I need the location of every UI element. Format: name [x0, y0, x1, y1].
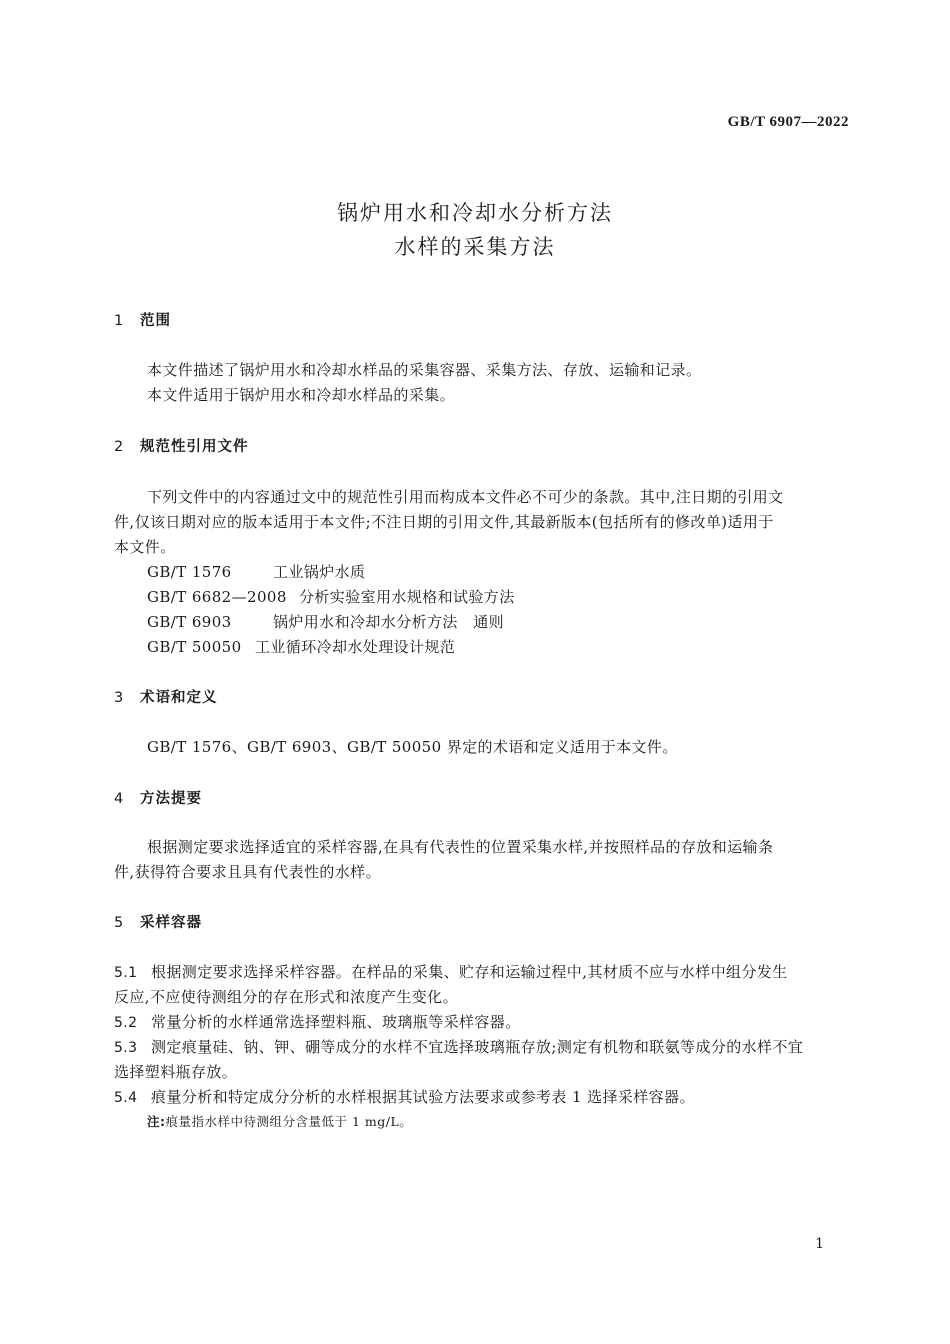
page-number: 1: [815, 1236, 824, 1252]
clause-5-1: [114, 961, 788, 982]
clause-text: 根据测定要求选择采样容器。在样品的采集、贮存和运输过程中,其材质不应与水样中组分发生: [151, 963, 788, 981]
paragraph-line: 件,仅该日期对应的版本适用于本文件;不注日期的引用文件,其最新版本(包括所有的修改单)适用于: [114, 513, 774, 531]
clause-text: 测定痕量硅、钠、钾、硼等成分的水样不宜选择玻璃瓶存放;测定有机物和联氨等成分的水样不宜: [151, 1038, 804, 1056]
clause-number: 5.3: [114, 1040, 138, 1056]
section-number: 5: [114, 915, 125, 931]
section-title: 采样容器: [140, 915, 202, 931]
clause-5-3: [114, 1036, 803, 1057]
section-number: 3: [114, 690, 125, 706]
clause-text: 痕量分析和特定成分分析的水样根据其试验方法要求或参考表 1 选择采样容器。: [151, 1088, 695, 1106]
standard-number: GB/T 6907—2022: [727, 114, 849, 130]
section-title: 规范性引用文件: [140, 439, 249, 455]
paragraph: 本文件描述了锅炉用水和冷却水样品的采集容器、采集方法、存放、运输和记录。: [147, 361, 702, 379]
paragraph-line: 下列文件中的内容通过文中的规范性引用而构成本文件必不可少的条款。其中,注日期的引用文: [147, 488, 784, 506]
section-2-heading: [114, 435, 249, 456]
clause-number: 5.2: [114, 1015, 138, 1031]
document-title-line2: 水样的采集方法: [394, 235, 556, 259]
clause-5-4: [114, 1086, 695, 1107]
clause-text-continued: 反应,不应使待测组分的存在形式和浓度产生变化。: [114, 988, 458, 1006]
document-title-line1: 锅炉用水和冷却水分析方法: [337, 201, 613, 225]
section-number: 1: [114, 313, 125, 329]
note-text: 痕量指水样中待测组分含量低于 1 mg/L。: [165, 1114, 413, 1129]
paragraph: GB/T 1576、GB/T 6903、GB/T 50050 界定的术语和定义适用于本文件。: [147, 738, 678, 756]
note-label: 注:: [147, 1114, 166, 1129]
reference-title: 锅炉用水和冷却水分析方法 通则: [273, 613, 505, 631]
section-number: 4: [114, 791, 125, 807]
reference-code: GB/T 50050: [147, 638, 242, 656]
reference-code: GB/T 6682—2008: [147, 588, 287, 606]
section-4-heading: [114, 787, 202, 808]
clause-text-continued: 选择塑料瓶存放。: [114, 1063, 238, 1081]
section-title: 范围: [140, 313, 171, 329]
section-number: 2: [114, 439, 125, 455]
reference-item: [147, 636, 455, 657]
section-3-heading: [114, 686, 218, 707]
note: [147, 1112, 412, 1130]
paragraph: 本文件适用于锅炉用水和冷却水样品的采集。: [147, 386, 456, 404]
section-title: 方法提要: [140, 791, 202, 807]
reference-item: [147, 586, 515, 607]
section-title: 术语和定义: [140, 690, 218, 706]
section-1-heading: [114, 309, 171, 330]
reference-code: GB/T 1576: [147, 563, 232, 581]
reference-title: 分析实验室用水规格和试验方法: [299, 588, 515, 606]
paragraph-line: 根据测定要求选择适宜的采样容器,在具有代表性的位置采集水样,并按照样品的存放和运输条: [147, 838, 774, 856]
clause-number: 5.4: [114, 1090, 138, 1106]
reference-title: 工业循环冷却水处理设计规范: [255, 638, 456, 656]
clause-number: 5.1: [114, 965, 138, 981]
clause-5-2: [114, 1011, 521, 1032]
reference-item: [147, 561, 365, 582]
reference-code: GB/T 6903: [147, 613, 232, 631]
clause-text: 常量分析的水样通常选择塑料瓶、玻璃瓶等采样容器。: [151, 1013, 521, 1031]
paragraph-line: 件,获得符合要求且具有代表性的水样。: [114, 863, 381, 881]
paragraph-line: 本文件。: [114, 538, 176, 556]
section-5-heading: [114, 911, 202, 932]
reference-item: [147, 611, 504, 632]
reference-title: 工业锅炉水质: [273, 563, 366, 581]
